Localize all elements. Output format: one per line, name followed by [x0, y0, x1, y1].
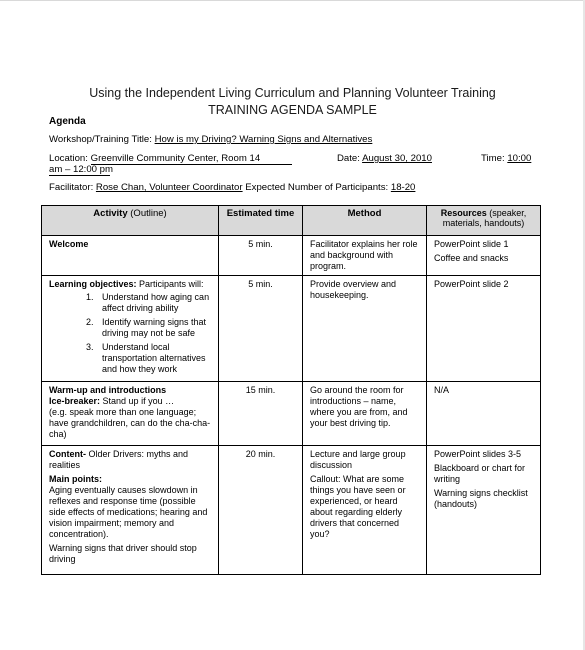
date-line — [337, 153, 432, 164]
resource-item: Warning signs checklist (handouts) — [434, 488, 528, 509]
activity-title: Welcome — [49, 239, 89, 249]
time-cell: 20 min. — [219, 446, 303, 575]
date-value: August 30, 2010 — [362, 153, 432, 164]
facilitator-label: Facilitator: — [49, 182, 94, 193]
method-callout: Callout: What are some things you have seen or experienced, or heard about regarding elderly drivers that concerned you? — [310, 474, 406, 539]
icebreaker-example: (e.g. speak more than one language; have grandchildren, can do the cha-cha-cha) — [49, 407, 211, 439]
facilitator-value: Rose Chan, Volunteer Coordinator — [95, 182, 243, 193]
time-value: 10:00 — [507, 153, 532, 164]
resources-cell — [427, 382, 541, 446]
activity-title-line — [49, 279, 211, 290]
time-cell: 5 min. — [219, 236, 303, 276]
document-title: Using the Independent Living Curriculum and Planning Volunteer Training — [89, 86, 496, 100]
main-point: Aging eventually causes slowdown in reflexes and response time (possible side effects of medications; hearing and vision impairment; memory and concentration). — [49, 485, 208, 539]
list-item: 1. Understand how aging can affect driving ability — [96, 292, 211, 314]
document-subtitle: TRAINING AGENDA SAMPLE — [208, 103, 377, 117]
method-text: Go around the room for introductions – name, where you are from, and your best driving tip. — [310, 385, 408, 428]
participants-value: 18-20 — [390, 182, 416, 193]
workshop-title-line — [49, 134, 372, 145]
method-cell — [303, 446, 427, 575]
workshop-title-label: Workshop/Training Title: — [49, 134, 152, 145]
content-label: Content- — [49, 449, 86, 459]
time-cell: 5 min. — [219, 276, 303, 382]
activity-cell — [42, 236, 219, 276]
date-label: Date: — [337, 153, 360, 164]
resource-item: Coffee and snacks — [434, 253, 509, 263]
column-header-resources: Resources (speaker, materials, handouts) — [427, 206, 541, 236]
location-time-underline — [49, 164, 113, 176]
list-item: 3. Understand local transportation alternatives and how they work — [96, 342, 211, 375]
method-text: Lecture and large group discussion — [310, 449, 406, 470]
activity-title: Learning objectives: — [49, 279, 137, 289]
method-cell — [303, 276, 427, 382]
page-top-border — [0, 0, 585, 1]
location-value: Greenville Community Center, Room 14 — [90, 153, 261, 164]
time-line — [481, 153, 531, 164]
content-text: Older Drivers: myths and realities — [49, 449, 189, 470]
activity-title: Warm-up and introductions — [49, 385, 167, 395]
location-time-range: am – 12:00 pm — [49, 164, 113, 175]
content-line — [49, 449, 211, 471]
method-text: Facilitator explains her role and background with program. — [310, 239, 418, 271]
location-label: Location: — [49, 153, 88, 164]
activity-title-suffix: Participants will: — [136, 279, 204, 289]
method-text: Provide overview and housekeeping. — [310, 279, 397, 300]
icebreaker-line — [49, 396, 211, 407]
agenda-table — [41, 205, 541, 575]
method-cell — [303, 236, 427, 276]
resources-cell — [427, 276, 541, 382]
resource-item: PowerPoint slides 3-5 — [434, 449, 522, 459]
resource-item: N/A — [434, 385, 450, 395]
column-header-activity: Activity (Outline) — [42, 206, 219, 236]
workshop-title-value: How is my Driving? Warning Signs and Alternatives — [154, 134, 373, 145]
time-label: Time: — [481, 153, 505, 164]
column-header-method: Method — [303, 206, 427, 236]
time-cell: 15 min. — [219, 382, 303, 446]
table-row — [42, 276, 541, 382]
list-item: 2. Identify warning signs that driving may not be safe — [96, 317, 211, 339]
activity-cell — [42, 446, 219, 575]
main-point: Warning signs that driver should stop driving — [49, 543, 197, 564]
activity-cell — [42, 382, 219, 446]
main-points-label: Main points: — [49, 474, 102, 484]
activity-cell — [42, 276, 219, 382]
location-time-line — [49, 164, 113, 176]
resource-item: PowerPoint slide 2 — [434, 279, 509, 289]
table-header-row — [42, 206, 541, 236]
resources-cell — [427, 236, 541, 276]
resource-item: Blackboard or chart for writing — [434, 463, 526, 484]
resource-item: PowerPoint slide 1 — [434, 239, 509, 249]
column-header-estimated-time: Estimated time — [219, 206, 303, 236]
icebreaker-label: Ice-breaker: — [49, 396, 101, 406]
location-value-underline — [91, 153, 292, 165]
objectives-list — [49, 292, 211, 375]
facilitator-line — [49, 182, 415, 193]
method-cell — [303, 382, 427, 446]
resources-cell — [427, 446, 541, 575]
table-row — [42, 382, 541, 446]
table-row — [42, 446, 541, 575]
icebreaker-text: Stand up if you … — [100, 396, 175, 406]
agenda-heading: Agenda — [49, 116, 86, 127]
table-row — [42, 236, 541, 276]
participants-label: Expected Number of Participants: — [245, 182, 389, 193]
